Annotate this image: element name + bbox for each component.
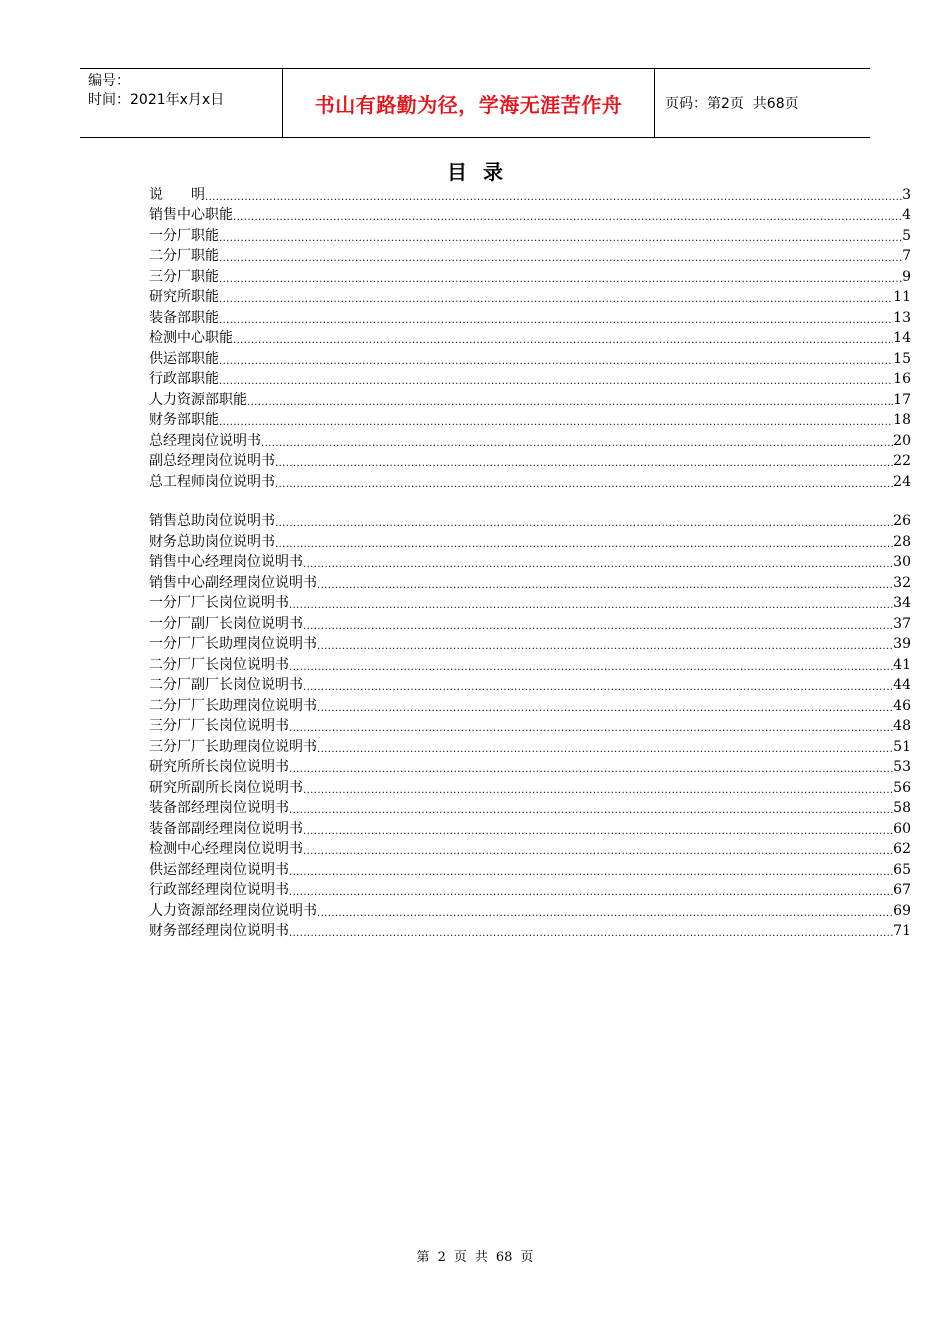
toc-entry-page: 37 — [893, 615, 911, 632]
toc-entry-page: 53 — [893, 759, 911, 775]
table-of-contents — [149, 184, 911, 941]
toc-entry-page: 9 — [902, 268, 911, 285]
toc-entry[interactable] — [149, 410, 911, 431]
toc-entry-label: 检测中心职能 — [149, 330, 233, 346]
document-number-label: 编号： — [88, 73, 130, 89]
toc-leader-dots — [289, 593, 893, 613]
toc-entry-page: 34 — [893, 595, 911, 611]
toc-entry-page: 28 — [893, 533, 911, 550]
toc-entry-label: 总经理岗位说明书 — [149, 432, 261, 449]
toc-entry[interactable] — [149, 675, 911, 696]
toc-entry[interactable] — [149, 451, 911, 472]
toc-entry-label: 财务部经理岗位说明书 — [149, 923, 289, 939]
toc-leader-dots — [289, 798, 893, 818]
toc-entry-page: 62 — [893, 841, 911, 857]
toc-leader-dots — [317, 696, 893, 716]
toc-entry[interactable] — [149, 777, 911, 798]
toc-entry-page: 18 — [893, 412, 911, 428]
toc-entry-page: 17 — [893, 391, 911, 408]
document-time-label: 时间：2021年x月x日 — [88, 92, 225, 108]
toc-leader-dots — [233, 205, 902, 225]
toc-leader-dots — [219, 287, 893, 307]
toc-leader-dots — [317, 901, 893, 921]
toc-entry-page: 7 — [902, 248, 911, 264]
toc-entry-label: 行政部职能 — [149, 371, 219, 387]
header-page-info — [655, 69, 870, 137]
toc-entry-page: 5 — [902, 227, 911, 244]
toc-title: 目录 — [447, 160, 519, 184]
toc-leader-dots — [261, 431, 893, 451]
toc-leader-dots — [275, 472, 893, 492]
toc-entry-label: 销售中心职能 — [149, 207, 233, 223]
toc-leader-dots — [219, 410, 893, 430]
toc-entry-label: 一分厂职能 — [149, 227, 219, 244]
toc-entry-label: 装备部副经理岗位说明书 — [149, 820, 303, 837]
toc-leader-dots — [275, 451, 893, 471]
toc-entry[interactable] — [149, 266, 911, 287]
footer-ye: 页 — [453, 1250, 467, 1265]
toc-entry-label: 装备部职能 — [149, 309, 219, 326]
toc-entry-label: 一分厂厂长岗位说明书 — [149, 595, 289, 611]
toc-leader-dots — [219, 369, 893, 389]
toc-entry[interactable] — [149, 839, 911, 860]
toc-entry-page: 39 — [893, 636, 911, 652]
toc-entry-label: 副总经理岗位说明书 — [149, 453, 275, 469]
toc-leader-dots — [303, 778, 893, 798]
toc-entry[interactable] — [149, 613, 911, 634]
toc-entry-page: 67 — [893, 882, 911, 898]
toc-leader-dots — [303, 675, 893, 695]
footer-current-page: 2 — [437, 1250, 446, 1265]
toc-leader-dots — [289, 921, 893, 941]
toc-entry-page: 58 — [893, 800, 911, 816]
toc-entry[interactable] — [149, 757, 911, 778]
toc-entry-page: 15 — [893, 350, 911, 367]
toc-entry-label: 一分厂厂长助理岗位说明书 — [149, 636, 317, 652]
toc-entry-page: 22 — [893, 453, 911, 469]
toc-entry-label: 三分厂厂长助理岗位说明书 — [149, 738, 317, 755]
toc-entry-page: 41 — [893, 656, 911, 673]
toc-entry-page: 46 — [893, 697, 911, 714]
toc-entry[interactable] — [149, 593, 911, 614]
toc-leader-dots — [317, 634, 893, 654]
toc-entry-page: 13 — [893, 309, 911, 326]
toc-entry-page: 69 — [893, 902, 911, 919]
toc-entry[interactable] — [149, 695, 911, 716]
toc-entry-label: 总工程师岗位说明书 — [149, 473, 275, 490]
toc-entry-label: 二分厂职能 — [149, 248, 219, 264]
toc-entry-label: 研究所所长岗位说明书 — [149, 759, 289, 775]
toc-entry-page: 32 — [893, 574, 911, 591]
toc-entry[interactable] — [149, 389, 911, 410]
toc-entry-label: 人力资源部经理岗位说明书 — [149, 902, 317, 919]
header-page-info-text: 页码：第2页 共68页 — [665, 96, 799, 112]
toc-entry-label: 销售中心经理岗位说明书 — [149, 554, 303, 570]
toc-entry[interactable] — [149, 818, 911, 839]
toc-entry[interactable] — [149, 880, 911, 901]
toc-leader-dots — [247, 390, 893, 410]
toc-entry[interactable] — [149, 369, 911, 390]
toc-entry-label: 人力资源部职能 — [149, 391, 247, 408]
toc-entry-label: 研究所职能 — [149, 289, 219, 305]
toc-entry-label: 研究所副所长岗位说明书 — [149, 779, 303, 796]
toc-leader-dots — [219, 349, 893, 369]
toc-entry[interactable] — [149, 205, 911, 226]
header-motto: 书山有路勤为径，学海无涯苦作舟 — [282, 69, 655, 137]
toc-entry[interactable] — [149, 531, 911, 552]
toc-entry-label: 销售总助岗位说明书 — [149, 513, 275, 529]
toc-entry-page: 48 — [893, 718, 911, 734]
toc-entry-page: 20 — [893, 432, 911, 449]
toc-entry-label: 财务总助岗位说明书 — [149, 533, 275, 550]
toc-entry[interactable] — [149, 348, 911, 369]
toc-leader-dots — [289, 880, 893, 900]
toc-entry[interactable] — [149, 859, 911, 880]
document-header — [80, 68, 870, 138]
toc-entry-label: 二分厂厂长岗位说明书 — [149, 656, 289, 673]
toc-entry-label: 行政部经理岗位说明书 — [149, 882, 289, 898]
toc-entry[interactable] — [149, 798, 911, 819]
toc-entry[interactable] — [149, 511, 911, 532]
toc-entry[interactable] — [149, 654, 911, 675]
toc-leader-dots — [317, 573, 893, 593]
toc-entry-page: 60 — [893, 820, 911, 837]
toc-leader-dots — [303, 552, 893, 572]
toc-entry-label: 二分厂副厂长岗位说明书 — [149, 677, 303, 693]
toc-leader-dots — [219, 308, 893, 328]
toc-entry[interactable] — [149, 921, 911, 942]
footer-di: 第 — [416, 1250, 430, 1265]
toc-leader-dots — [289, 860, 893, 880]
toc-leader-dots — [233, 328, 893, 348]
toc-entry-page: 16 — [893, 371, 911, 387]
toc-entry-label: 供运部经理岗位说明书 — [149, 861, 289, 878]
toc-entry[interactable] — [149, 736, 911, 757]
toc-entry-page: 51 — [893, 738, 911, 755]
toc-entry[interactable] — [149, 328, 911, 349]
footer-total-pages: 68 — [495, 1250, 513, 1265]
header-meta — [80, 69, 282, 137]
toc-entry-page: 30 — [893, 554, 911, 570]
toc-entry-label: 三分厂厂长岗位说明书 — [149, 718, 289, 734]
toc-leader-dots — [219, 226, 902, 246]
toc-entry-label: 销售中心副经理岗位说明书 — [149, 574, 317, 591]
page-footer — [0, 1246, 950, 1265]
toc-entry[interactable] — [149, 471, 911, 492]
toc-entry[interactable] — [149, 900, 911, 921]
toc-entry-label: 三分厂职能 — [149, 268, 219, 285]
toc-leader-dots — [289, 716, 893, 736]
toc-entry-label: 财务部职能 — [149, 412, 219, 428]
toc-leader-dots — [317, 737, 893, 757]
toc-entry-label: 一分厂副厂长岗位说明书 — [149, 615, 303, 632]
toc-leader-dots — [219, 246, 902, 266]
toc-entry[interactable] — [149, 287, 911, 308]
toc-entry-label: 供运部职能 — [149, 350, 219, 367]
toc-entry-page: 3 — [902, 186, 911, 203]
toc-entry[interactable] — [149, 572, 911, 593]
footer-ye-2: 页 — [520, 1250, 534, 1265]
toc-entry-page: 26 — [893, 513, 911, 529]
toc-entry-page: 11 — [893, 289, 911, 305]
toc-entry-label: 说 明 — [149, 186, 205, 203]
toc-leader-dots — [303, 839, 893, 859]
toc-leader-dots — [219, 267, 902, 287]
toc-leader-dots — [289, 655, 893, 675]
toc-leader-dots — [275, 511, 893, 531]
toc-entry[interactable] — [149, 225, 911, 246]
toc-entry-page: 14 — [893, 330, 911, 346]
toc-entry-page: 56 — [893, 779, 911, 796]
toc-leader-dots — [303, 819, 893, 839]
toc-leader-dots — [289, 757, 893, 777]
toc-entry[interactable] — [149, 716, 911, 737]
toc-entry[interactable] — [149, 430, 911, 451]
toc-leader-dots — [275, 532, 893, 552]
toc-leader-dots — [205, 185, 902, 205]
toc-entry-label: 装备部经理岗位说明书 — [149, 800, 289, 816]
toc-entry-page: 71 — [893, 923, 911, 939]
toc-entry[interactable] — [149, 307, 911, 328]
toc-entry[interactable] — [149, 246, 911, 267]
toc-entry[interactable] — [149, 552, 911, 573]
toc-entry-page: 65 — [893, 861, 911, 878]
toc-entry-label: 二分厂厂长助理岗位说明书 — [149, 697, 317, 714]
footer-gong: 共 — [474, 1250, 488, 1265]
toc-entry[interactable] — [149, 634, 911, 655]
toc-entry-page: 24 — [893, 473, 911, 490]
toc-entry-page: 44 — [893, 677, 911, 693]
toc-leader-dots — [303, 614, 893, 634]
toc-entry[interactable] — [149, 184, 911, 205]
toc-entry-label: 检测中心经理岗位说明书 — [149, 841, 303, 857]
toc-entry-page: 4 — [902, 207, 911, 223]
